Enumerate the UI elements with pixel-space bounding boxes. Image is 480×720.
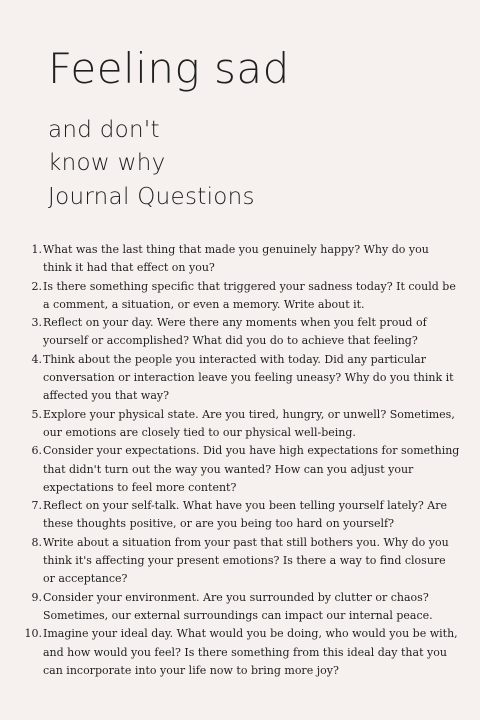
- question-text: Consider your expectations. Did you have high expectations for something that didn't turn out the way you wanted? How can you adjust your expectations to feel more content?: [43, 444, 460, 494]
- question-text: Write about a situation from your past that still bothers you. Why do you think it's affecting your present emotions? Is there a way to find closure or acceptance?: [43, 535, 449, 586]
- question-item: [20, 278, 460, 315]
- question-item: [20, 406, 460, 443]
- question-list: [20, 241, 460, 680]
- question-item: [20, 534, 460, 589]
- question-number: 10.: [24, 627, 42, 641]
- question-text: Is there something specific that triggered your sadness today? It could be a comment, a situation, or even a memory. Write about it.: [43, 279, 456, 311]
- question-number: 3.: [31, 316, 42, 330]
- question-text: Consider your environment. Are you surrounded by clutter or chaos? Sometimes, our external surroundings can impact our internal peace.: [43, 590, 433, 622]
- question-item: [20, 497, 460, 534]
- question-text: Reflect on your self-talk. What have you been telling yourself lately? Are these thoughts positive, or are you being too hard on yourself?: [43, 499, 447, 531]
- question-number: 8.: [31, 535, 42, 549]
- subtitle-line-3: Journal Questions: [48, 184, 255, 210]
- question-number: 2.: [31, 279, 42, 293]
- question-number: 1.: [31, 243, 42, 256]
- subtitle-line-1: and don't: [48, 117, 160, 143]
- question-item: [20, 314, 460, 351]
- subtitle-line-2: know why: [48, 150, 166, 176]
- question-item: [20, 241, 460, 278]
- question-text: Think about the people you interacted with today. Did any particular conversation or interaction leave you feeling uneasy? Why do you think it affected you that way?: [43, 352, 454, 403]
- question-number: 7.: [31, 499, 42, 513]
- question-item: [20, 625, 460, 680]
- question-text: Imagine your ideal day. What would you be doing, who would you be with, and how would you feel? Is there something from this ideal day that you can incorporate into your life now to bring more joy?: [43, 627, 458, 677]
- question-text: What was the last thing that made you genuinely happy? Why do you think it had that effect on you?: [43, 243, 429, 275]
- question-text: Explore your physical state. Are you tired, hungry, or unwell? Sometimes, our emotions are closely tied to our physical well-being.: [43, 407, 455, 439]
- question-text: Reflect on your day. Were there any moments when you felt proud of yourself or accomplished? What did you do to achieve that feeling?: [43, 316, 427, 348]
- question-number: 5.: [31, 407, 42, 421]
- page-title: Feeling sad: [48, 44, 290, 93]
- question-item: [20, 351, 460, 406]
- question-item: [20, 442, 460, 497]
- question-number: 9.: [31, 590, 42, 604]
- question-number: 6.: [31, 444, 42, 458]
- question-number: 4.: [31, 352, 42, 366]
- question-item: [20, 589, 460, 626]
